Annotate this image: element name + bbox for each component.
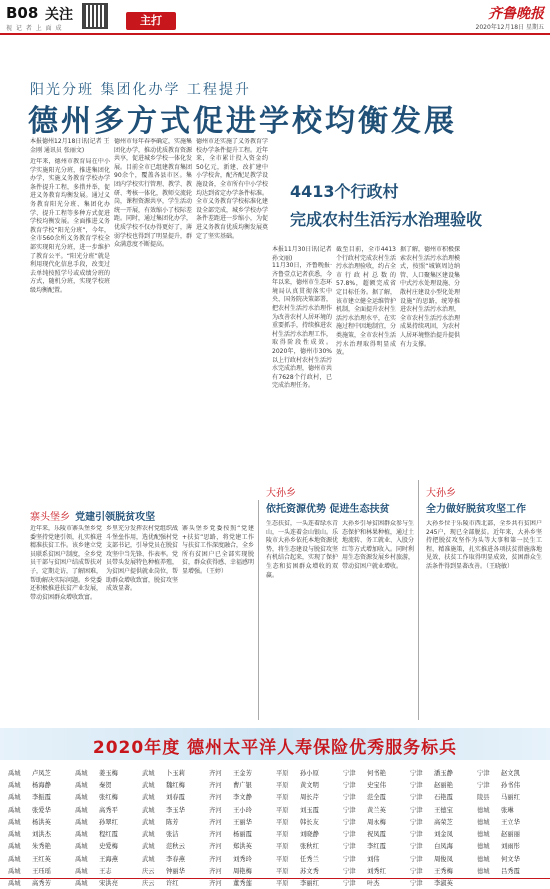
honoree — [209, 841, 276, 850]
honoree-name: 何书艳 — [367, 769, 386, 777]
honoree — [410, 805, 477, 814]
honoree — [477, 866, 544, 875]
honors-row — [8, 840, 544, 852]
honoree-county: 武城 — [142, 806, 155, 814]
honoree-name: 程红霞 — [99, 831, 118, 839]
article2-column-2: 截至目前，全市4413个行政村完成农村生活污水治理验收，约占全市行政村总数的57.8%，超额完成省定目标任务。据了解，该市建立健全运维管护机制，全面提升农村生活污水治理水平，在实施过程中因地制宜，分类施策，全市农村生活污水治理取得明显成效。 — [336, 246, 396, 357]
article2-title — [290, 178, 482, 234]
honoree-county: 武城 — [142, 818, 155, 826]
honoree — [209, 854, 276, 863]
honoree-county: 武城 — [142, 769, 155, 777]
honoree-name: 任秀兰 — [300, 855, 319, 863]
honoree-county: 齐河 — [209, 843, 222, 851]
honoree — [477, 805, 544, 814]
honoree-name: 王德宝 — [434, 806, 453, 814]
honoree-county: 平原 — [276, 868, 289, 876]
honoree-name: 白凤海 — [434, 843, 453, 851]
honoree-name: 张洁 — [166, 831, 179, 839]
honoree — [343, 817, 410, 826]
honoree-name: 李红霞 — [367, 843, 386, 851]
honoree-county: 齐河 — [209, 831, 222, 839]
honoree-name: 卢凤芝 — [32, 769, 51, 777]
honoree-name: 李春燕 — [166, 855, 185, 863]
honors-row — [8, 766, 544, 778]
honoree-county: 禹城 — [8, 843, 21, 851]
honoree-county: 禹城 — [75, 781, 88, 789]
honoree-name: 王志 — [99, 868, 112, 876]
honoree — [276, 817, 343, 826]
honoree-name: 姜玉梅 — [99, 769, 118, 777]
article3-title: 党建引领脱贫攻坚 — [75, 512, 156, 523]
honoree — [142, 817, 209, 826]
honoree-county: 德城 — [477, 855, 490, 863]
honors-row — [8, 864, 544, 876]
honoree-name: 李淑英 — [434, 880, 453, 888]
honoree — [75, 854, 142, 863]
honors-row — [8, 791, 544, 803]
honoree-name: 陈芳 — [166, 818, 179, 826]
honoree-county: 禹城 — [8, 831, 21, 839]
honoree-county: 禹城 — [8, 806, 21, 814]
honoree-county: 齐河 — [209, 806, 222, 814]
honoree-name: 李振霞 — [32, 794, 51, 802]
honoree-county: 德城 — [477, 831, 490, 839]
honoree-name: 吕秀霞 — [501, 868, 520, 876]
newspaper-logo: 齐鲁晚报 — [488, 6, 544, 22]
honoree-name: 赵文凯 — [501, 769, 520, 777]
honoree — [343, 780, 410, 789]
honoree-county: 庆云 — [142, 880, 155, 888]
honoree-county: 禹城 — [8, 818, 21, 826]
article3-heading — [30, 505, 155, 524]
honoree-name: 黄兰英 — [367, 806, 386, 814]
article2-column-1: 11月30日，齐鲁晚报·齐鲁壹点记者获悉，今年以来，德州市生态环境局认真贯彻落实中央、国务院决策部署，把农村生活污水治理作为改善农村人居环境的重要抓手，持续推进农村生活污水治理工作，取得阶段性成效。2020年，德州市30%以上行政村农村生活污水完成治理，德州市共有7628个行政村，已完成治理任务。 — [272, 262, 332, 390]
honoree — [477, 768, 544, 777]
honoree — [75, 878, 142, 887]
honoree-county: 平原 — [276, 781, 289, 789]
honoree-county: 禹城 — [75, 769, 88, 777]
honors-row — [8, 803, 544, 815]
article1-column-3: 德州市还实施了义务教育学校办学条件提升工程。近年来，全市累计投入资金约50亿元，新建、改扩建中小学校舍，配齐配足教学设施设备，全市所有中小学校均达到省定办学条件标准。全市义务教育学校标准化建设全部完成，城乡学校办学条件差距进一步缩小，为促进义务教育优质均衡发展奠定了坚实基础。 — [196, 138, 268, 240]
honoree-name: 何文华 — [501, 855, 520, 863]
honoree-name: 孙翠红 — [99, 818, 118, 826]
honors-list — [8, 766, 544, 889]
honoree-name: 魏红梅 — [166, 781, 185, 789]
honoree-county: 宁津 — [343, 831, 356, 839]
honoree-name: 刘晓静 — [300, 831, 319, 839]
column-divider-2 — [418, 480, 419, 720]
honoree-county: 宁津 — [343, 855, 356, 863]
honoree — [276, 768, 343, 777]
article5-tag: 大孙乡 — [426, 488, 456, 499]
honoree — [410, 768, 477, 777]
article1-column-2: 德州市每年春季确定，实施集团化办学，推动优质教育资源共享，促进城乡学校一体化发展。目前全市已组建教育集团90余个，覆盖各县市区。集团内学校实行管理、教学、教研、考核一体化，教师交流轮岗，课程资源共享，学生活动统一开展，有效缩小了校际差距。同时，通过集团化办学，优质学校不仅办得更好了，薄弱学校也得到了明显提升，群众满意度不断提高。 — [114, 138, 192, 249]
honoree-county: 宁津 — [410, 769, 423, 777]
honoree-county: 齐河 — [209, 769, 222, 777]
honoree — [343, 792, 410, 801]
qr-code-icon — [82, 3, 108, 29]
section-credits: 视 记 者 上 面 成 — [6, 25, 63, 32]
honoree — [209, 866, 276, 875]
honoree-name: 孙小原 — [300, 769, 319, 777]
honoree-county: 宁津 — [343, 769, 356, 777]
honoree-name: 范秋云 — [166, 843, 185, 851]
honoree-name: 周俊凤 — [434, 855, 453, 863]
honoree-county: 宁津 — [410, 855, 423, 863]
honoree-county: 平原 — [276, 880, 289, 888]
honoree-county: 宁津 — [410, 818, 423, 826]
honoree-name: 秦贺 — [99, 781, 112, 789]
honoree-name: 刘秀玲 — [233, 855, 252, 863]
honoree — [142, 768, 209, 777]
honoree-name: 叶杰 — [367, 880, 380, 888]
article5-title: 全力做好脱贫攻坚工作 — [426, 504, 526, 515]
honoree-county: 宁津 — [343, 818, 356, 826]
page-number: B08 — [6, 4, 39, 22]
honoree-name: 刘雨彤 — [501, 843, 520, 851]
honoree-county: 德城 — [477, 818, 490, 826]
honoree — [8, 854, 75, 863]
honoree-name: 周永梅 — [367, 818, 386, 826]
honoree-county: 德城 — [477, 868, 490, 876]
article2-title-line2: 完成农村生活污水治理验收 — [290, 210, 483, 229]
honoree-county: 齐河 — [209, 818, 222, 826]
honoree — [276, 878, 343, 887]
honoree-name: 苏文秀 — [300, 868, 319, 876]
honoree — [477, 841, 544, 850]
honoree-county: 宁津 — [410, 831, 423, 839]
honoree-county: 平原 — [276, 769, 289, 777]
article4-title: 依托资源优势 促进生态扶贫 — [266, 504, 390, 515]
honoree-name: 王金芳 — [233, 769, 252, 777]
honoree — [477, 854, 544, 863]
honoree-name: 曹广银 — [233, 781, 252, 789]
honoree — [209, 817, 276, 826]
honoree-county: 平原 — [276, 831, 289, 839]
honoree-county: 武城 — [142, 794, 155, 802]
article2-byline: 本报11月30日讯(记者 孙文丽) — [272, 246, 332, 262]
honoree-name: 卜玉莉 — [166, 769, 185, 777]
honoree-county: 禹城 — [75, 831, 88, 839]
honoree — [276, 854, 343, 863]
honoree-name: 周艳梅 — [233, 868, 252, 876]
honoree — [343, 878, 410, 887]
honoree-county: 宁津 — [343, 806, 356, 814]
honoree — [343, 768, 410, 777]
honoree — [477, 780, 544, 789]
honoree — [142, 805, 209, 814]
honoree — [276, 841, 343, 850]
honoree-county: 禹城 — [8, 769, 21, 777]
honoree-county: 宁津 — [343, 880, 356, 888]
honoree — [142, 780, 209, 789]
honoree-county: 禹城 — [75, 880, 88, 888]
honoree — [410, 841, 477, 850]
honoree-county: 武城 — [142, 781, 155, 789]
honoree — [8, 780, 75, 789]
honoree-county: 宁津 — [343, 868, 356, 876]
honoree-name: 周长芹 — [300, 794, 319, 802]
article3-tag: 寨头堡乡 — [30, 512, 70, 523]
honoree — [8, 792, 75, 801]
honoree-name: 刘春霞 — [166, 794, 185, 802]
article1-headline: 德州多方式促进学校均衡发展 — [28, 104, 457, 139]
section-tag: 主打 — [126, 12, 176, 30]
honoree — [142, 878, 209, 887]
honoree-county: 禹城 — [75, 818, 88, 826]
honoree — [410, 792, 477, 801]
honoree — [410, 780, 477, 789]
honoree-name: 范全霞 — [367, 794, 386, 802]
honoree-county: 宁津 — [343, 794, 356, 802]
honoree-name: 刘玉霞 — [300, 806, 319, 814]
honoree — [142, 841, 209, 850]
honoree — [477, 792, 544, 801]
honoree — [343, 841, 410, 850]
honoree — [8, 829, 75, 838]
honoree — [209, 780, 276, 789]
honoree — [142, 866, 209, 875]
honoree — [142, 854, 209, 863]
footer-rule — [0, 878, 550, 879]
honoree-name: 李丽红 — [300, 880, 319, 888]
honoree — [75, 866, 142, 875]
honoree-county: 宁津 — [410, 794, 423, 802]
honoree — [343, 805, 410, 814]
honoree-county: 平原 — [276, 806, 289, 814]
honoree — [410, 817, 477, 826]
honoree — [276, 792, 343, 801]
honoree-name: 王红英 — [32, 855, 51, 863]
article1-kicker: 阳光分班 集团化办学 工程提升 — [30, 82, 251, 98]
honoree-county: 齐河 — [209, 868, 222, 876]
honoree-name: 潘玉静 — [434, 769, 453, 777]
honoree — [209, 805, 276, 814]
honoree-name: 黄文明 — [300, 781, 319, 789]
honoree-name: 王立华 — [501, 818, 520, 826]
honoree-name: 杨洪英 — [32, 818, 51, 826]
honoree — [209, 829, 276, 838]
honoree — [276, 805, 343, 814]
honoree-name: 李玉华 — [166, 806, 185, 814]
honoree-name: 孙书伟 — [501, 781, 520, 789]
issue-date: 2020年12月18日 星期五 — [475, 24, 544, 31]
honoree — [8, 841, 75, 850]
honors-row — [8, 852, 544, 864]
honoree-county: 陵县 — [477, 794, 490, 802]
honoree-county: 宁津 — [410, 868, 423, 876]
honoree-county: 宁津 — [343, 843, 356, 851]
honoree-name: 王小玲 — [233, 806, 252, 814]
honors-row — [8, 815, 544, 827]
honoree-county: 宁津 — [410, 880, 423, 888]
honoree-name: 张爱华 — [32, 806, 51, 814]
honoree — [75, 841, 142, 850]
honoree-name: 马丽红 — [501, 794, 520, 802]
honoree-county: 平原 — [276, 843, 289, 851]
honoree-name: 韩长友 — [300, 818, 319, 826]
article4-column-1: 生态扶贫，一头连着绿水青山，一头连着金山银山。乐陵市大孙乡依托本地资源优势，将生态建设与脱贫攻坚有机结合起来，实现了保护生态和贫困群众增收的双赢。 — [266, 520, 338, 579]
honoree-name: 刘伟 — [367, 855, 380, 863]
honoree-county: 武城 — [142, 855, 155, 863]
honoree — [209, 792, 276, 801]
honoree — [142, 792, 209, 801]
honoree-name: 赵丽艳 — [434, 781, 453, 789]
honoree-county: 齐河 — [209, 855, 222, 863]
honoree — [477, 829, 544, 838]
honoree — [75, 792, 142, 801]
honoree-name: 钟丽华 — [166, 868, 185, 876]
honoree-county: 武城 — [142, 831, 155, 839]
honoree — [75, 780, 142, 789]
honoree — [276, 780, 343, 789]
honoree-name: 张秋红 — [300, 843, 319, 851]
honoree-county: 齐河 — [209, 794, 222, 802]
honoree-county: 禹城 — [8, 880, 21, 888]
article1-column-1: 近年来，德州市教育局在中小学实施阳光分班，推进集团化办学，实施义务教育学校办学条件提升工程，多措并举，促进义务教育均衡发展。通过义务教育阳光分班、集团化办学、提升工程等多种方式促进学校均衡发展。全面推进义务教育学校“阳光分班”，今年，全市560余所义务教育学校全部实现阳光分班，进一步维护了教育公平。“阳光分班”就是利用现代化信息手段，改变过去单纯按照学号或成绩分班的方式，随机分班，实现学校班级均衡配置。 — [30, 158, 110, 294]
honoree-county: 庆云 — [142, 868, 155, 876]
honoree — [410, 866, 477, 875]
honoree-county: 禹城 — [75, 868, 88, 876]
honoree — [8, 768, 75, 777]
honoree — [343, 866, 410, 875]
honoree-name: 王丽华 — [233, 818, 252, 826]
honoree-name: 史爱梅 — [99, 843, 118, 851]
honoree-name: 王秀梅 — [434, 868, 453, 876]
honoree-name: 郑洪英 — [233, 843, 252, 851]
honoree-county: 宁津 — [343, 781, 356, 789]
honoree-name: 石艳霞 — [434, 794, 453, 802]
honoree-name: 杨丽霞 — [233, 831, 252, 839]
article3-column-1: 近年来，乐陵市寨头堡乡党委坚持党建引领，扎实推进精准扶贫工作。该乡建立党员联系贫困户制度，全乡党员干部与贫困户结成帮扶对子，定期走访，了解困难，帮助解决实际问题。乡党委还积极推进扶贫产业发展，带动贫困群众增收致富。 — [30, 525, 102, 601]
honoree — [209, 768, 276, 777]
honoree-county: 宁津 — [410, 843, 423, 851]
honoree-county: 禹城 — [75, 806, 88, 814]
honoree — [8, 866, 75, 875]
honoree-name: 刘金凤 — [434, 831, 453, 839]
honoree — [75, 817, 142, 826]
honoree-county: 禹城 — [75, 843, 88, 851]
honoree-name: 刘秀红 — [367, 868, 386, 876]
honoree — [410, 829, 477, 838]
honoree-county: 禹城 — [8, 794, 21, 802]
honoree-county: 平原 — [276, 794, 289, 802]
honoree-name: 李文静 — [233, 794, 252, 802]
honoree-name: 朱秀艳 — [32, 843, 51, 851]
honoree — [209, 878, 276, 887]
honoree-county: 宁津 — [410, 806, 423, 814]
honoree — [75, 805, 142, 814]
section-name: 关注 — [45, 7, 73, 23]
honoree-name: 王珏瑶 — [32, 868, 51, 876]
honoree-county: 平原 — [276, 855, 289, 863]
honoree — [75, 829, 142, 838]
honoree — [343, 829, 410, 838]
honoree-name: 高荣芝 — [434, 818, 453, 826]
honoree — [410, 854, 477, 863]
honoree-name: 王海燕 — [99, 855, 118, 863]
honoree — [8, 805, 75, 814]
honoree-county: 宁津 — [477, 769, 490, 777]
honoree-name: 祝凤霞 — [367, 831, 386, 839]
honoree-county: 宁津 — [410, 781, 423, 789]
honors-title: 2020年度 德州太平洋人寿保险优秀服务标兵 — [92, 738, 458, 758]
honoree — [8, 878, 75, 887]
article5-column-1: 大孙乡位于乐陵市西北部，全乡共有贫困户245户，现已全部脱贫。近年来，大孙乡坚持把脱贫攻坚作为头等大事和第一民生工程，精准施策，扎实推进各项扶贫措施落地见效，扶贫工作取得明显成效，贫困群众生活条件得到显著改善。（王晓敏） — [426, 520, 542, 570]
honoree-county: 齐河 — [209, 880, 222, 888]
article4-tag: 大孙乡 — [266, 488, 296, 499]
honoree-county: 禹城 — [8, 855, 21, 863]
honoree-county: 武城 — [142, 843, 155, 851]
honoree-county: 禹城 — [75, 855, 88, 863]
honoree-name: 赵丽丽 — [501, 831, 520, 839]
honoree-name: 刘洪杰 — [32, 831, 51, 839]
honoree-county: 宁津 — [477, 781, 490, 789]
honoree-county: 齐河 — [209, 781, 222, 789]
header-rule — [0, 33, 550, 35]
honoree-name: 杨海静 — [32, 781, 51, 789]
article2-column-3: 据了解，德州市积极探索农村生活污水治理模式，按照“城镇周边纳管、人口聚集区建设集中式污水处理设施、分散村庄建设小型化处理设施”的思路，统筹推进农村生活污水治理，全市农村生活污水治理成果持续巩固，为农村人居环境整治提升提供有力支撑。 — [400, 246, 460, 348]
honors-row — [8, 827, 544, 839]
honoree — [276, 829, 343, 838]
honoree-county: 德城 — [477, 806, 490, 814]
honoree-name: 史宝伟 — [367, 781, 386, 789]
honoree-county: 德城 — [477, 843, 490, 851]
honoree — [410, 878, 477, 887]
honoree-name: 董秀莲 — [233, 880, 252, 888]
honoree — [8, 817, 75, 826]
article3-column-3: 寨头堡乡党委按照“党建+扶贫”思路，将党建工作与扶贫工作深度融合，全乡所有贫困户已全部实现脱贫，群众获得感、幸福感明显增强。（王婷） — [182, 525, 254, 575]
honoree — [75, 768, 142, 777]
honoree-county: 平原 — [276, 818, 289, 826]
column-divider — [258, 500, 259, 720]
honoree-county: 禹城 — [75, 794, 88, 802]
article3-column-2: 乡里充分发挥农村党组织战斗堡垒作用，选优配强村党支部书记，引导党员在脱贫攻坚中当先锋、作表率。党员带头发展特色种植养殖，为贫困户提供就业岗位，帮助群众增收致富，脱贫攻坚成效显著。 — [106, 525, 178, 593]
honoree — [142, 829, 209, 838]
honoree-name: 高秀平 — [99, 806, 118, 814]
honoree — [343, 854, 410, 863]
honoree-county: 禹城 — [8, 868, 21, 876]
honoree-county: 禹城 — [8, 781, 21, 789]
honoree — [477, 817, 544, 826]
honoree — [276, 866, 343, 875]
honoree-name: 张琳 — [501, 806, 514, 814]
honoree-name: 高秀芳 — [32, 880, 51, 888]
honors-row — [8, 778, 544, 790]
article2-title-line1: 4413个行政村 — [290, 182, 399, 201]
honoree-name: 张红梅 — [99, 794, 118, 802]
honoree-name: 许红 — [166, 880, 179, 888]
honoree-name: 宋洪亮 — [99, 880, 118, 888]
article1-byline: 本报德州12月18日讯(记者 王金刚 通讯员 张丽文) — [30, 138, 110, 154]
article4-column-2: 大孙乡引导贫困群众参与生态保护和林果种植，通过土地流转、务工就业、入股分红等方式增加收入。同时利用生态资源发展乡村旅游，带动贫困户就业增收。 — [342, 520, 414, 570]
